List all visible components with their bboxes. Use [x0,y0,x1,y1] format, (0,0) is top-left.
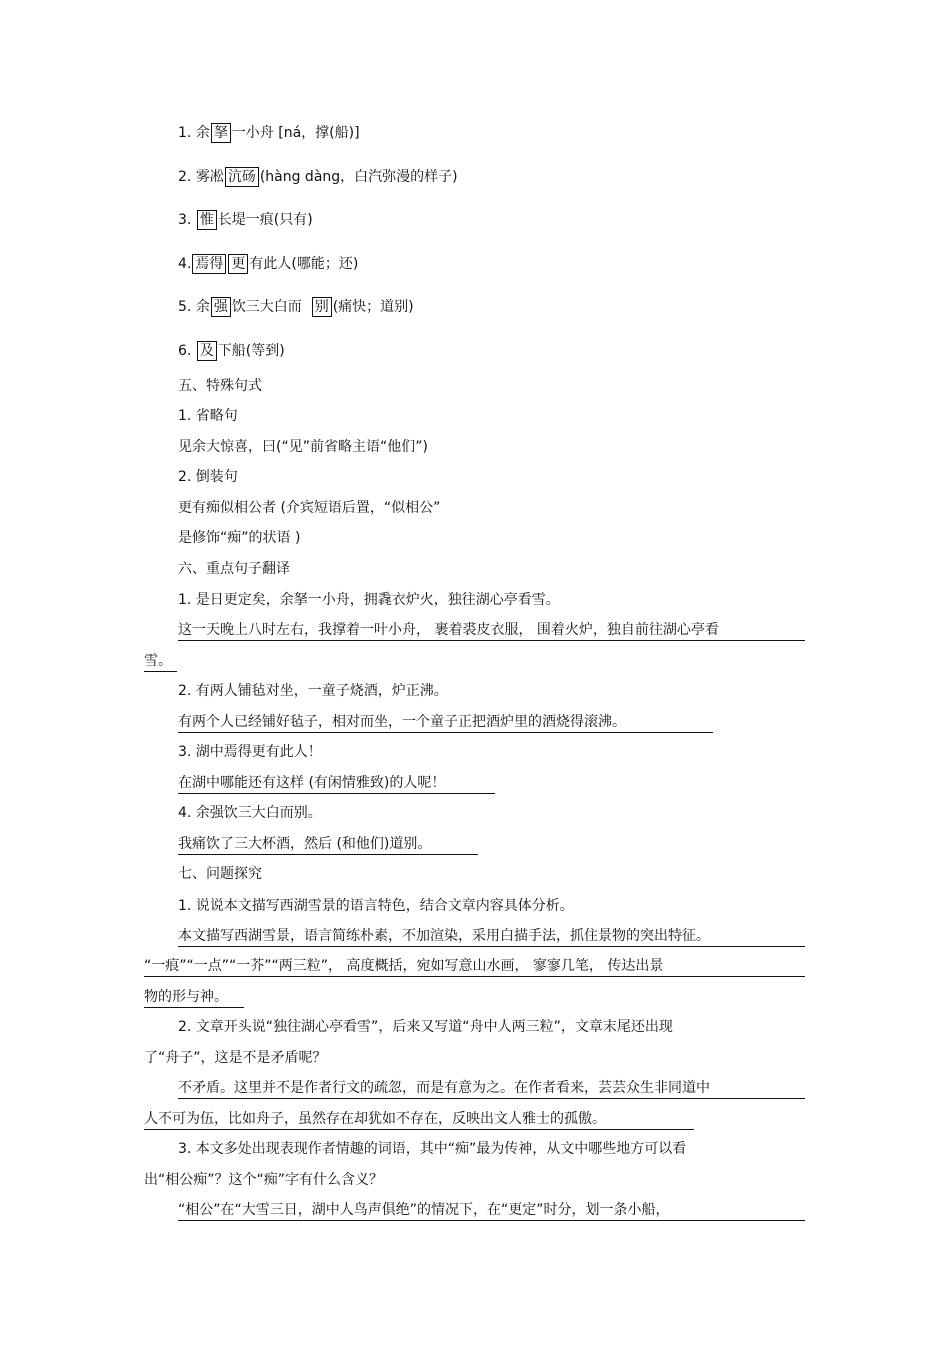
vocab-item-4 [178,254,358,274]
item-text: 一小舟 [ná，撑(船)] [231,125,360,141]
item-number: 4. [178,256,192,272]
boxed-word: 沆砀 [225,167,259,187]
item-text: (痛快；道别) [332,299,414,315]
item-number: 1. [178,125,192,141]
question-text: 3. 本文多处出现表现作者情趣的词语，其中“痴”最为传神，从文中哪些地方可以看 [178,1141,687,1157]
question-text: 出“相公痴”？这个“痴”字有什么含义？ [144,1172,384,1188]
answer-line: 我痛饮了三大杯酒，然后 (和他们)道别。 [178,834,478,855]
answer-line: “相公”在“大雪三日，湖中人鸟声俱绝”的情况下，在“更定”时分，划一条小船， [178,1200,805,1221]
boxed-word: 惟 [197,210,217,230]
item-text: (hàng dàng，白汽弥漫的样子) [259,169,458,185]
boxed-word: 更 [228,254,248,274]
question-text: 了“舟子”，这是不是矛盾呢？ [144,1050,327,1066]
boxed-word: 拏 [211,123,231,143]
item-text: 有此人(哪能；还) [249,256,359,272]
answer-line: 在湖中哪能还有这样 (有闲情雅致)的人呢！ [178,773,495,794]
vocab-item-6 [178,341,285,361]
answer-line: 雪。 [144,651,177,672]
section-heading: 七、问题探究 [178,866,262,882]
boxed-word: 强 [211,297,231,317]
example-text: 见余大惊喜，曰(“见”前省略主语“他们”) [178,439,428,455]
answer-line: 这一天晚上八时左右，我撑着一叶小舟， 裹着裘皮衣服， 围着火炉，独自前往湖心亭看 [178,620,805,641]
subsection-title: 1. 省略句 [178,408,238,424]
item-prefix: 余 [195,125,210,141]
answer-line: 物的形与神。 [144,987,244,1008]
item-text: 饮三大白而 [231,299,302,315]
vocab-item-3 [178,210,313,230]
vocab-item-5 [178,297,414,317]
example-text: 是修饰“痴”的状语 ) [178,530,301,546]
item-text: 长堤一痕(只有) [217,212,313,228]
subsection-title: 2. 倒装句 [178,469,238,485]
boxed-word: 及 [197,341,217,361]
vocab-item-1 [178,123,360,143]
question-text: 4. 余强饮三大白而别。 [178,805,322,821]
question-text: 3. 湖中焉得更有此人！ [178,744,322,760]
question-text: 1. 说说本文描写西湖雪景的语言特色，结合文章内容具体分析。 [178,898,574,914]
answer-line: 有两个人已经铺好毡子，相对而坐，一个童子正把酒炉里的酒烧得滚沸。 [178,712,713,733]
answer-line: 不矛盾。这里并不是作者行文的疏忽，而是有意为之。在作者看来，芸芸众生非同道中 [178,1078,805,1099]
question-text: 2. 文章开头说“独往湖心亭看雪”，后来又写道“舟中人两三粒”，文章末尾还出现 [178,1019,673,1035]
item-number: 5. [178,299,192,315]
question-text: 2. 有两人铺毡对坐，一童子烧酒，炉正沸。 [178,683,448,699]
item-text: 下船(等到) [217,343,285,359]
boxed-word: 焉得 [192,254,226,274]
item-prefix: 余 [195,299,210,315]
example-text: 更有痴似相公者 (介宾短语后置，“似相公” [178,500,441,516]
question-text: 1. 是日更定矣，余拏一小舟，拥毳衣炉火，独往湖心亭看雪。 [178,592,560,608]
answer-line: 人不可为伍，比如舟子，虽然存在却犹如不存在，反映出文人雅士的孤傲。 [144,1109,694,1130]
boxed-word: 别 [312,297,332,317]
section-heading: 六、重点句子翻译 [178,561,290,577]
section-heading: 五、特殊句式 [178,378,262,394]
answer-line: “一痕”“一点”“一芥”“两三粒”， 高度概括，宛如写意山水画， 寥寥几笔， 传达出景 [144,956,805,977]
item-number: 6. [178,343,192,359]
answer-line: 本文描写西湖雪景，语言简练朴素，不加渲染，采用白描手法，抓住景物的突出特征。 [178,926,805,947]
item-prefix: 雾凇 [195,169,224,185]
item-number: 3. [178,212,192,228]
vocab-item-2 [178,167,458,187]
item-number: 2. [178,169,192,185]
